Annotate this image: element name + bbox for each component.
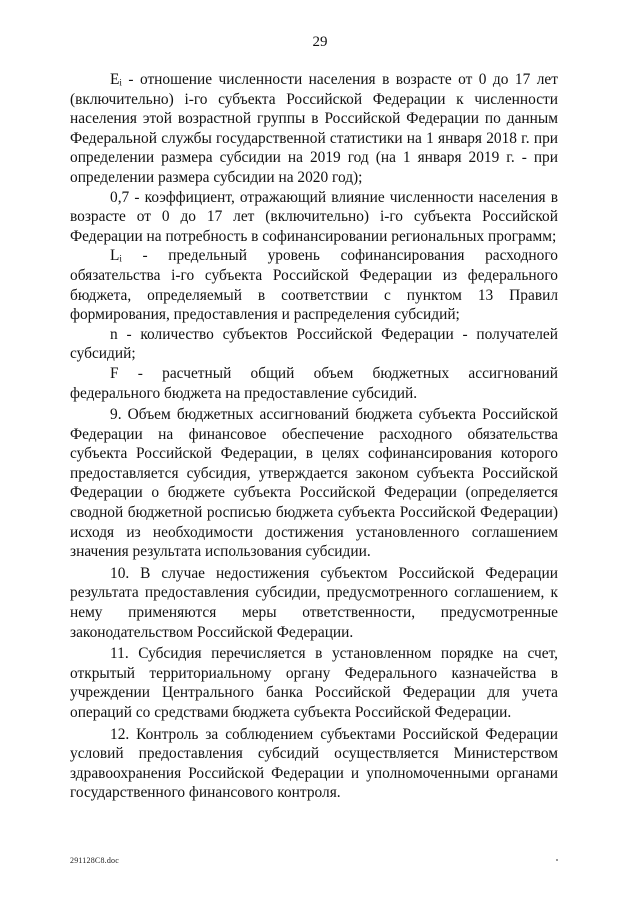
definition-l-paragraph: Lᵢ - предельный уровень софинансирования расходного обязательства i-го субъекта Российской Федерации из федерального бюджета, определяемый в соответствии с пунктом 13 Правил формирования, предоставления и распределения субсидий; — [70, 247, 558, 324]
scan-speck — [556, 859, 558, 861]
clause-9-paragraph: 9. Объем бюджетных ассигнований бюджета субъекта Российской Федерации на финансовое обеспечение расходного обязательства субъекта Российской Федерации, в целях софинансирования которого предоставляется субсидия, утверждается законом субъекта Российской Федерации о бюджете субъекта Российской Федерации (определяется сводной бюджетной росписью бюджета субъекта Российской Федерации) исходя из необходимости достижения установленного соглашением значения результата использования субсидии. — [70, 406, 558, 561]
clause-12-paragraph: 12. Контроль за соблюдением субъектами Российской Федерации условий предоставления субсидий осуществляется Министерством здравоохранения Российской Федерации и уполномоченными органами государственного финансового контроля. — [70, 725, 558, 802]
clause-11-paragraph: 11. Субсидия перечисляется в установленном порядке на счет, открытый территориальному органу Федерального казначейства в учреждении Центрального банка Российской Федерации для учета операций со средствами бюджета субъекта Российской Федерации. — [70, 645, 558, 721]
definition-coefficient-paragraph: 0,7 - коэффициент, отражающий влияние численности населения в возрасте от 0 до 17 лет (включительно) i-го субъекта Российской Федерации на потребность в софинансировании региональных программ; — [70, 188, 558, 245]
document-file-code: 291128C8.doc — [70, 856, 119, 865]
clause-10-paragraph: 10. В случае недостижения субъектом Российской Федерации результата предоставления субсидии, предусмотренного соглашением, к нему применяются меры ответственности, предусмотренные законодательством Российской Федерации. — [70, 564, 558, 641]
definition-n-paragraph: n - количество субъектов Российской Федерации - получателей субсидий; — [70, 325, 558, 363]
page-number: 29 — [312, 34, 328, 50]
document-body — [70, 70, 558, 803]
definition-e-paragraph: Eᵢ - отношение численности населения в возрасте от 0 до 17 лет (включительно) i-го субъекта Российской Федерации к численности населения этой возрастной группы в Российской Федерации по данным Федеральной службы государственной статистики на 1 января 2018 г. при определении размера субсидии на 2019 год (на 1 января 2019 г. - при определении размера субсидии на 2020 год); — [70, 71, 558, 186]
definition-f-paragraph: F - расчетный общий объем бюджетных ассигнований федерального бюджета на предоставление субсидий. — [70, 364, 558, 402]
